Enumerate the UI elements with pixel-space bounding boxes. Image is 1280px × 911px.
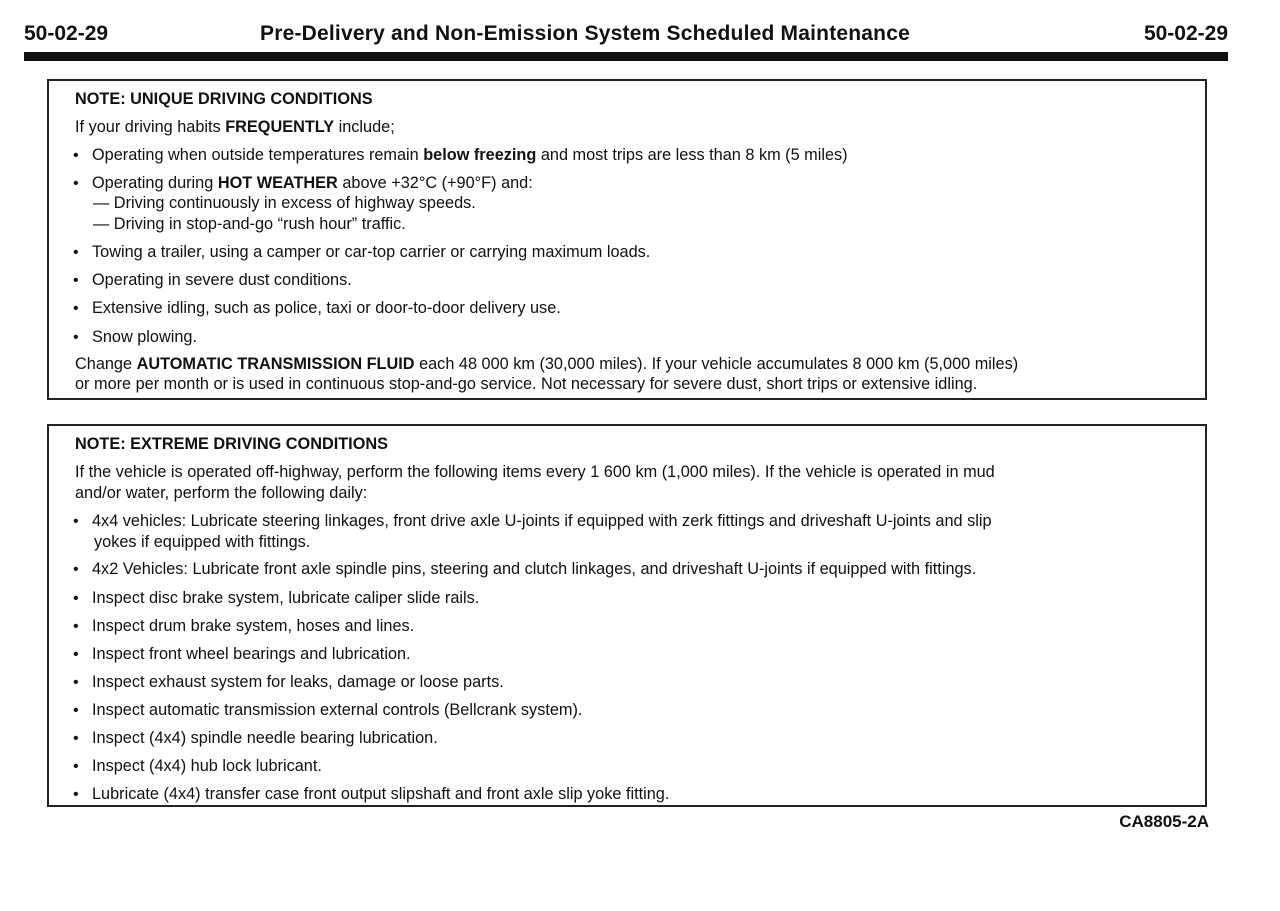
list-item-text: 4x4 vehicles: Lubricate steering linkages, front drive axle U-joints if equipped with zerk fittings and driveshaft U-joints and slip bbox=[92, 512, 992, 530]
bullet-icon: • bbox=[73, 561, 79, 578]
list-item-text: Inspect drum brake system, hoses and lines. bbox=[92, 617, 415, 635]
list-item bbox=[73, 588, 479, 609]
bullet-icon: • bbox=[73, 329, 79, 346]
list-item-text: Extensive idling, such as police, taxi or door-to-door delivery use. bbox=[92, 299, 561, 317]
extreme-intro-line2: and/or water, perform the following daily: bbox=[75, 484, 368, 502]
list-item-text: Inspect front wheel bearings and lubrication. bbox=[92, 645, 411, 663]
page-number-right: 50-02-29 bbox=[1143, 22, 1228, 45]
list-item-text: Inspect (4x4) hub lock lubricant. bbox=[92, 757, 322, 775]
sub-item: — Driving continuously in excess of highway speeds. bbox=[93, 194, 476, 212]
list-item-text: Operating in severe dust conditions. bbox=[92, 271, 352, 289]
page-header bbox=[24, 18, 1228, 52]
list-item-text: Inspect disc brake system, lubricate caliper slide rails. bbox=[92, 589, 480, 607]
header-rule bbox=[24, 52, 1228, 61]
unique-intro bbox=[75, 117, 395, 137]
list-item bbox=[73, 145, 848, 166]
bullet-icon: • bbox=[73, 175, 79, 192]
page-title: Pre-Delivery and Non-Emission System Scheduled Maintenance bbox=[260, 22, 910, 45]
list-item bbox=[73, 242, 650, 263]
list-item-emphasis: HOT WEATHER bbox=[217, 174, 338, 192]
bullet-icon: • bbox=[73, 244, 79, 261]
list-item-text: Inspect (4x4) spindle needle bearing lubrication. bbox=[92, 729, 438, 747]
list-item bbox=[73, 784, 669, 805]
figure-code: CA8805-2A bbox=[1119, 812, 1209, 831]
unique-intro-emphasis: FREQUENTLY bbox=[225, 118, 335, 136]
list-item-continuation: yokes if equipped with fittings. bbox=[94, 533, 311, 551]
list-item bbox=[73, 616, 414, 637]
bullet-icon: • bbox=[73, 646, 79, 663]
list-item-text: Operating when outside temperatures remain bbox=[92, 146, 424, 164]
change-fluid-note bbox=[75, 354, 1018, 374]
list-item-text: Inspect exhaust system for leaks, damage or loose parts. bbox=[92, 673, 504, 691]
bullet-icon: • bbox=[73, 618, 79, 635]
extreme-conditions-note bbox=[47, 424, 1207, 807]
bullet-icon: • bbox=[73, 590, 79, 607]
bullet-icon: • bbox=[73, 702, 79, 719]
bullet-icon: • bbox=[73, 513, 79, 530]
list-item bbox=[73, 756, 322, 777]
bullet-icon: • bbox=[73, 730, 79, 747]
page-number-left: 50-02-29 bbox=[24, 22, 109, 45]
unique-heading: NOTE: UNIQUE DRIVING CONDITIONS bbox=[75, 90, 373, 108]
change-fluid-text: Change bbox=[75, 355, 137, 373]
change-fluid-text-end: each 48 000 km (30,000 miles). If your vehicle accumulates 8 000 km (5,000 miles) bbox=[414, 355, 1019, 373]
extreme-intro: If the vehicle is operated off-highway, perform the following items every 1 600 km (1,000 miles). If the vehicle is operated in mud bbox=[75, 463, 995, 481]
bullet-icon: • bbox=[73, 272, 79, 289]
list-item-text: Towing a trailer, using a camper or car-top carrier or carrying maximum loads. bbox=[92, 243, 651, 261]
list-item bbox=[73, 728, 438, 749]
unique-intro-end: include; bbox=[334, 118, 395, 136]
bullet-icon: • bbox=[73, 786, 79, 803]
list-item bbox=[73, 644, 411, 665]
change-fluid-note-line2: or more per month or is used in continuous stop-and-go service. Not necessary for severe dust, short trips or extensive idling. bbox=[75, 375, 978, 393]
list-item-text: Lubricate (4x4) transfer case front output slipshaft and front axle slip yoke fitting. bbox=[92, 785, 670, 803]
list-item bbox=[73, 327, 197, 348]
extreme-heading: NOTE: EXTREME DRIVING CONDITIONS bbox=[75, 435, 388, 453]
list-item bbox=[73, 270, 352, 291]
list-item bbox=[73, 559, 976, 580]
list-item-text: Inspect automatic transmission external controls (Bellcrank system). bbox=[92, 701, 583, 719]
bullet-icon: • bbox=[73, 758, 79, 775]
list-item bbox=[73, 298, 561, 319]
list-item-text: Operating during bbox=[92, 174, 218, 192]
unique-conditions-note bbox=[47, 79, 1207, 400]
bullet-icon: • bbox=[73, 674, 79, 691]
list-item bbox=[73, 672, 504, 693]
list-item-text-end: above +32°C (+90°F) and: bbox=[337, 174, 533, 192]
list-item-text: Snow plowing. bbox=[92, 328, 197, 346]
unique-intro-text: If your driving habits bbox=[75, 118, 226, 136]
bullet-icon: • bbox=[73, 300, 79, 317]
list-item bbox=[73, 700, 582, 721]
list-item bbox=[73, 173, 533, 194]
list-item-text-end: and most trips are less than 8 km (5 miles) bbox=[536, 146, 848, 164]
list-item-text: 4x2 Vehicles: Lubricate front axle spindle pins, steering and clutch linkages, and driveshaft U-joints if equipped with fittings. bbox=[92, 560, 977, 578]
bullet-icon: • bbox=[73, 147, 79, 164]
change-fluid-emphasis: AUTOMATIC TRANSMISSION FLUID bbox=[136, 355, 415, 373]
list-item bbox=[73, 511, 992, 532]
list-item-emphasis: below freezing bbox=[423, 146, 537, 164]
sub-item: — Driving in stop-and-go “rush hour” traffic. bbox=[93, 215, 406, 233]
